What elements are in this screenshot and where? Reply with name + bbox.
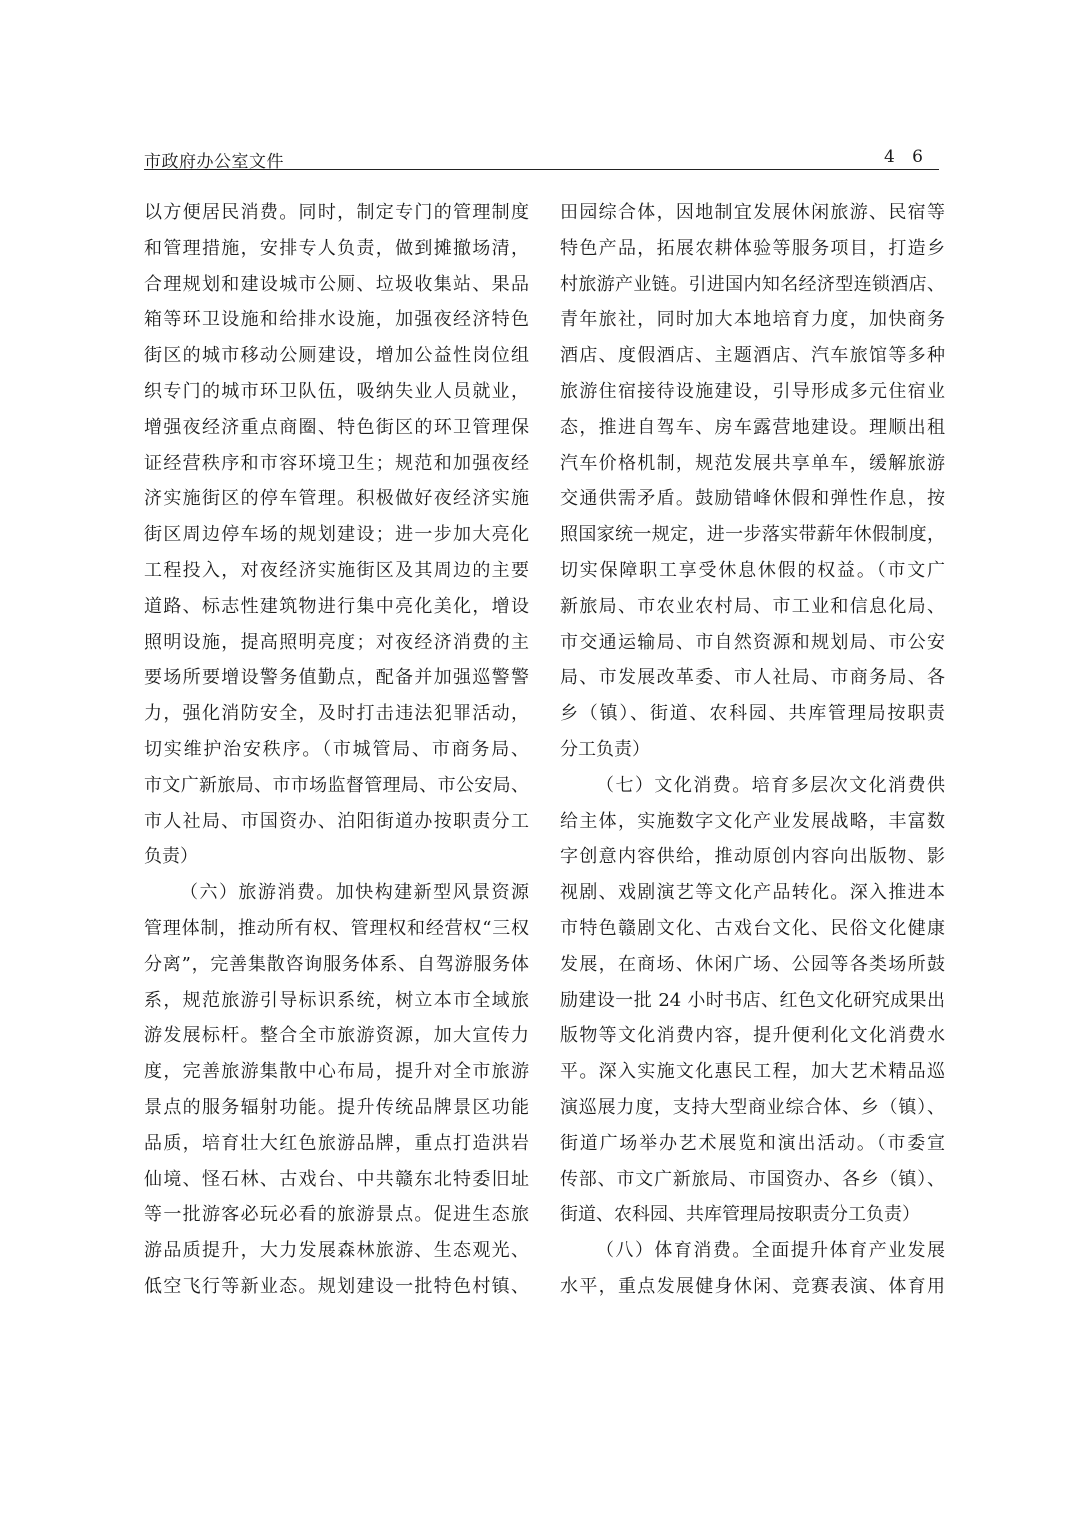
text-line: 给主体，实施数字文化产业发展战略，丰富数 <box>560 810 945 832</box>
text-line: 态，推进自驾车、房车露营地建设。理顺出租 <box>560 416 945 438</box>
text-line: 青年旅社，同时加大本地培育力度，加快商务 <box>560 309 945 331</box>
text-line: 仙境、怪石林、古戏台、中共赣东北特委旧址 <box>144 1168 529 1190</box>
text-line: 系，规范旅游引导标识系统，树立本市全域旅 <box>144 989 529 1011</box>
text-line: 街区周边停车场的规划建设；进一步加大亮化 <box>144 524 529 546</box>
page-header <box>144 147 939 170</box>
text-line: 版物等文化消费内容，提升便利化文化消费水 <box>560 1025 945 1047</box>
text-line: 汽车价格机制，规范发展共享单车，缓解旅游 <box>560 452 945 474</box>
text-line: 水平，重点发展健身休闲、竞赛表演、体育用 <box>560 1275 945 1297</box>
text-line: 村旅游产业链。引进国内知名经济型连锁酒店、 <box>560 273 945 295</box>
text-line: 箱等环卫设施和给排水设施，加强夜经济特色 <box>144 309 529 331</box>
text-line: 发展，在商场、休闲广场、公园等各类场所鼓 <box>560 953 945 975</box>
text-line: 街道、农科园、共库管理局按职责分工负责） <box>560 1204 920 1226</box>
text-line: 字创意内容供给，推动原创内容向出版物、影 <box>560 846 945 868</box>
text-line: 市特色赣剧文化、古戏台文化、民俗文化健康 <box>560 917 945 939</box>
text-line: 演巡展力度，支持大型商业综合体、乡（镇）、 <box>560 1096 945 1118</box>
text-line: 合理规划和建设城市公厕、垃圾收集站、果品 <box>144 273 529 295</box>
section-heading-line: （六）旅游消费。加快构建新型风景资源 <box>180 882 529 904</box>
text-line: 旅游住宿接待设施建设，引导形成多元住宿业 <box>560 380 945 402</box>
text-line: 力，强化消防安全，及时打击违法犯罪活动， <box>144 703 529 725</box>
text-line: 证经营秩序和市容环境卫生；规范和加强夜经 <box>144 452 529 474</box>
text-line: 田园综合体，因地制宜发展休闲旅游、民宿等 <box>560 202 945 223</box>
text-line: 励建设一批 24 小时书店、红色文化研究成果出 <box>560 989 945 1011</box>
text-line: 市文广新旅局、市市场监督管理局、市公安局、 <box>144 774 529 796</box>
text-line: 度，完善旅游集散中心布局，提升对全市旅游 <box>144 1061 529 1083</box>
right-column <box>560 195 945 1305</box>
text-line: 游品质提升，大力发展森林旅游、生态观光、 <box>144 1240 529 1262</box>
text-line: 景点的服务辐射功能。提升传统品牌景区功能 <box>144 1096 529 1118</box>
text-line: 管理体制，推动所有权、管理权和经营权“三权 <box>144 917 529 939</box>
text-line: 要场所要增设警务值勤点，配备并加强巡警警 <box>144 667 529 689</box>
text-line: 市人社局、市国资办、泊阳街道办按职责分工 <box>144 810 529 832</box>
text-line: 平。深入实施文化惠民工程，加大艺术精品巡 <box>560 1061 945 1083</box>
page-number: 4 6 <box>883 147 929 167</box>
document-header-title: 市政府办公室文件 <box>144 152 284 172</box>
section-heading-line: （八）体育消费。全面提升体育产业发展 <box>596 1240 945 1262</box>
text-line: 等一批游客必玩必看的旅游景点。促进生态旅 <box>144 1204 529 1226</box>
text-line: 负责） <box>144 846 198 868</box>
text-line: 街道广场举办艺术展览和演出活动。（市委宣 <box>560 1132 945 1154</box>
text-line: 游发展标杆。整合全市旅游资源，加大宣传力 <box>144 1025 529 1047</box>
text-line: 交通供需矛盾。鼓励错峰休假和弹性作息，按 <box>560 488 945 510</box>
text-line: 织专门的城市环卫队伍，吸纳失业人员就业， <box>144 380 529 402</box>
section-heading-line: （七）文化消费。培育多层次文化消费供 <box>596 774 945 796</box>
left-column <box>144 195 529 1305</box>
text-line: 以方便居民消费。同时，制定专门的管理制度 <box>144 202 529 223</box>
text-line: 工程投入，对夜经济实施街区及其周边的主要 <box>144 559 529 581</box>
text-line: 特色产品，拓展农耕体验等服务项目，打造乡 <box>560 237 945 259</box>
text-line: 新旅局、市农业农村局、市工业和信息化局、 <box>560 595 945 617</box>
text-line: 街区的城市移动公厕建设，增加公益性岗位组 <box>144 345 529 367</box>
text-line: 传部、市文广新旅局、市国资办、各乡（镇）、 <box>560 1168 945 1190</box>
text-line: 切实维护治安秩序。（市城管局、市商务局、 <box>144 738 529 760</box>
text-line: 分离”，完善集散咨询服务体系、自驾游服务体 <box>144 953 529 975</box>
text-line: 道路、标志性建筑物进行集中亮化美化，增设 <box>144 595 529 617</box>
text-line: 增强夜经济重点商圈、特色街区的环卫管理保 <box>144 416 529 438</box>
text-line: 市交通运输局、市自然资源和规划局、市公安 <box>560 631 945 653</box>
text-line: 低空飞行等新业态。规划建设一批特色村镇、 <box>144 1275 529 1297</box>
text-line: 照国家统一规定，进一步落实带薪年休假制度， <box>560 524 945 546</box>
text-line: 分工负责） <box>560 738 650 760</box>
text-line: 视剧、戏剧演艺等文化产品转化。深入推进本 <box>560 882 945 904</box>
text-line: 切实保障职工享受休息休假的权益。（市文广 <box>560 559 945 581</box>
text-line: 和管理措施，安排专人负责，做到摊撤场清， <box>144 237 529 259</box>
text-line: 局、市发展改革委、市人社局、市商务局、各 <box>560 667 945 689</box>
text-line: 品质，培育壮大红色旅游品牌，重点打造洪岩 <box>144 1132 529 1154</box>
text-line: 照明设施，提高照明亮度；对夜经济消费的主 <box>144 631 529 653</box>
text-line: 济实施街区的停车管理。积极做好夜经济实施 <box>144 488 529 510</box>
text-line: 乡（镇）、街道、农科园、共库管理局按职责 <box>560 703 945 725</box>
text-line: 酒店、度假酒店、主题酒店、汽车旅馆等多种 <box>560 345 945 367</box>
